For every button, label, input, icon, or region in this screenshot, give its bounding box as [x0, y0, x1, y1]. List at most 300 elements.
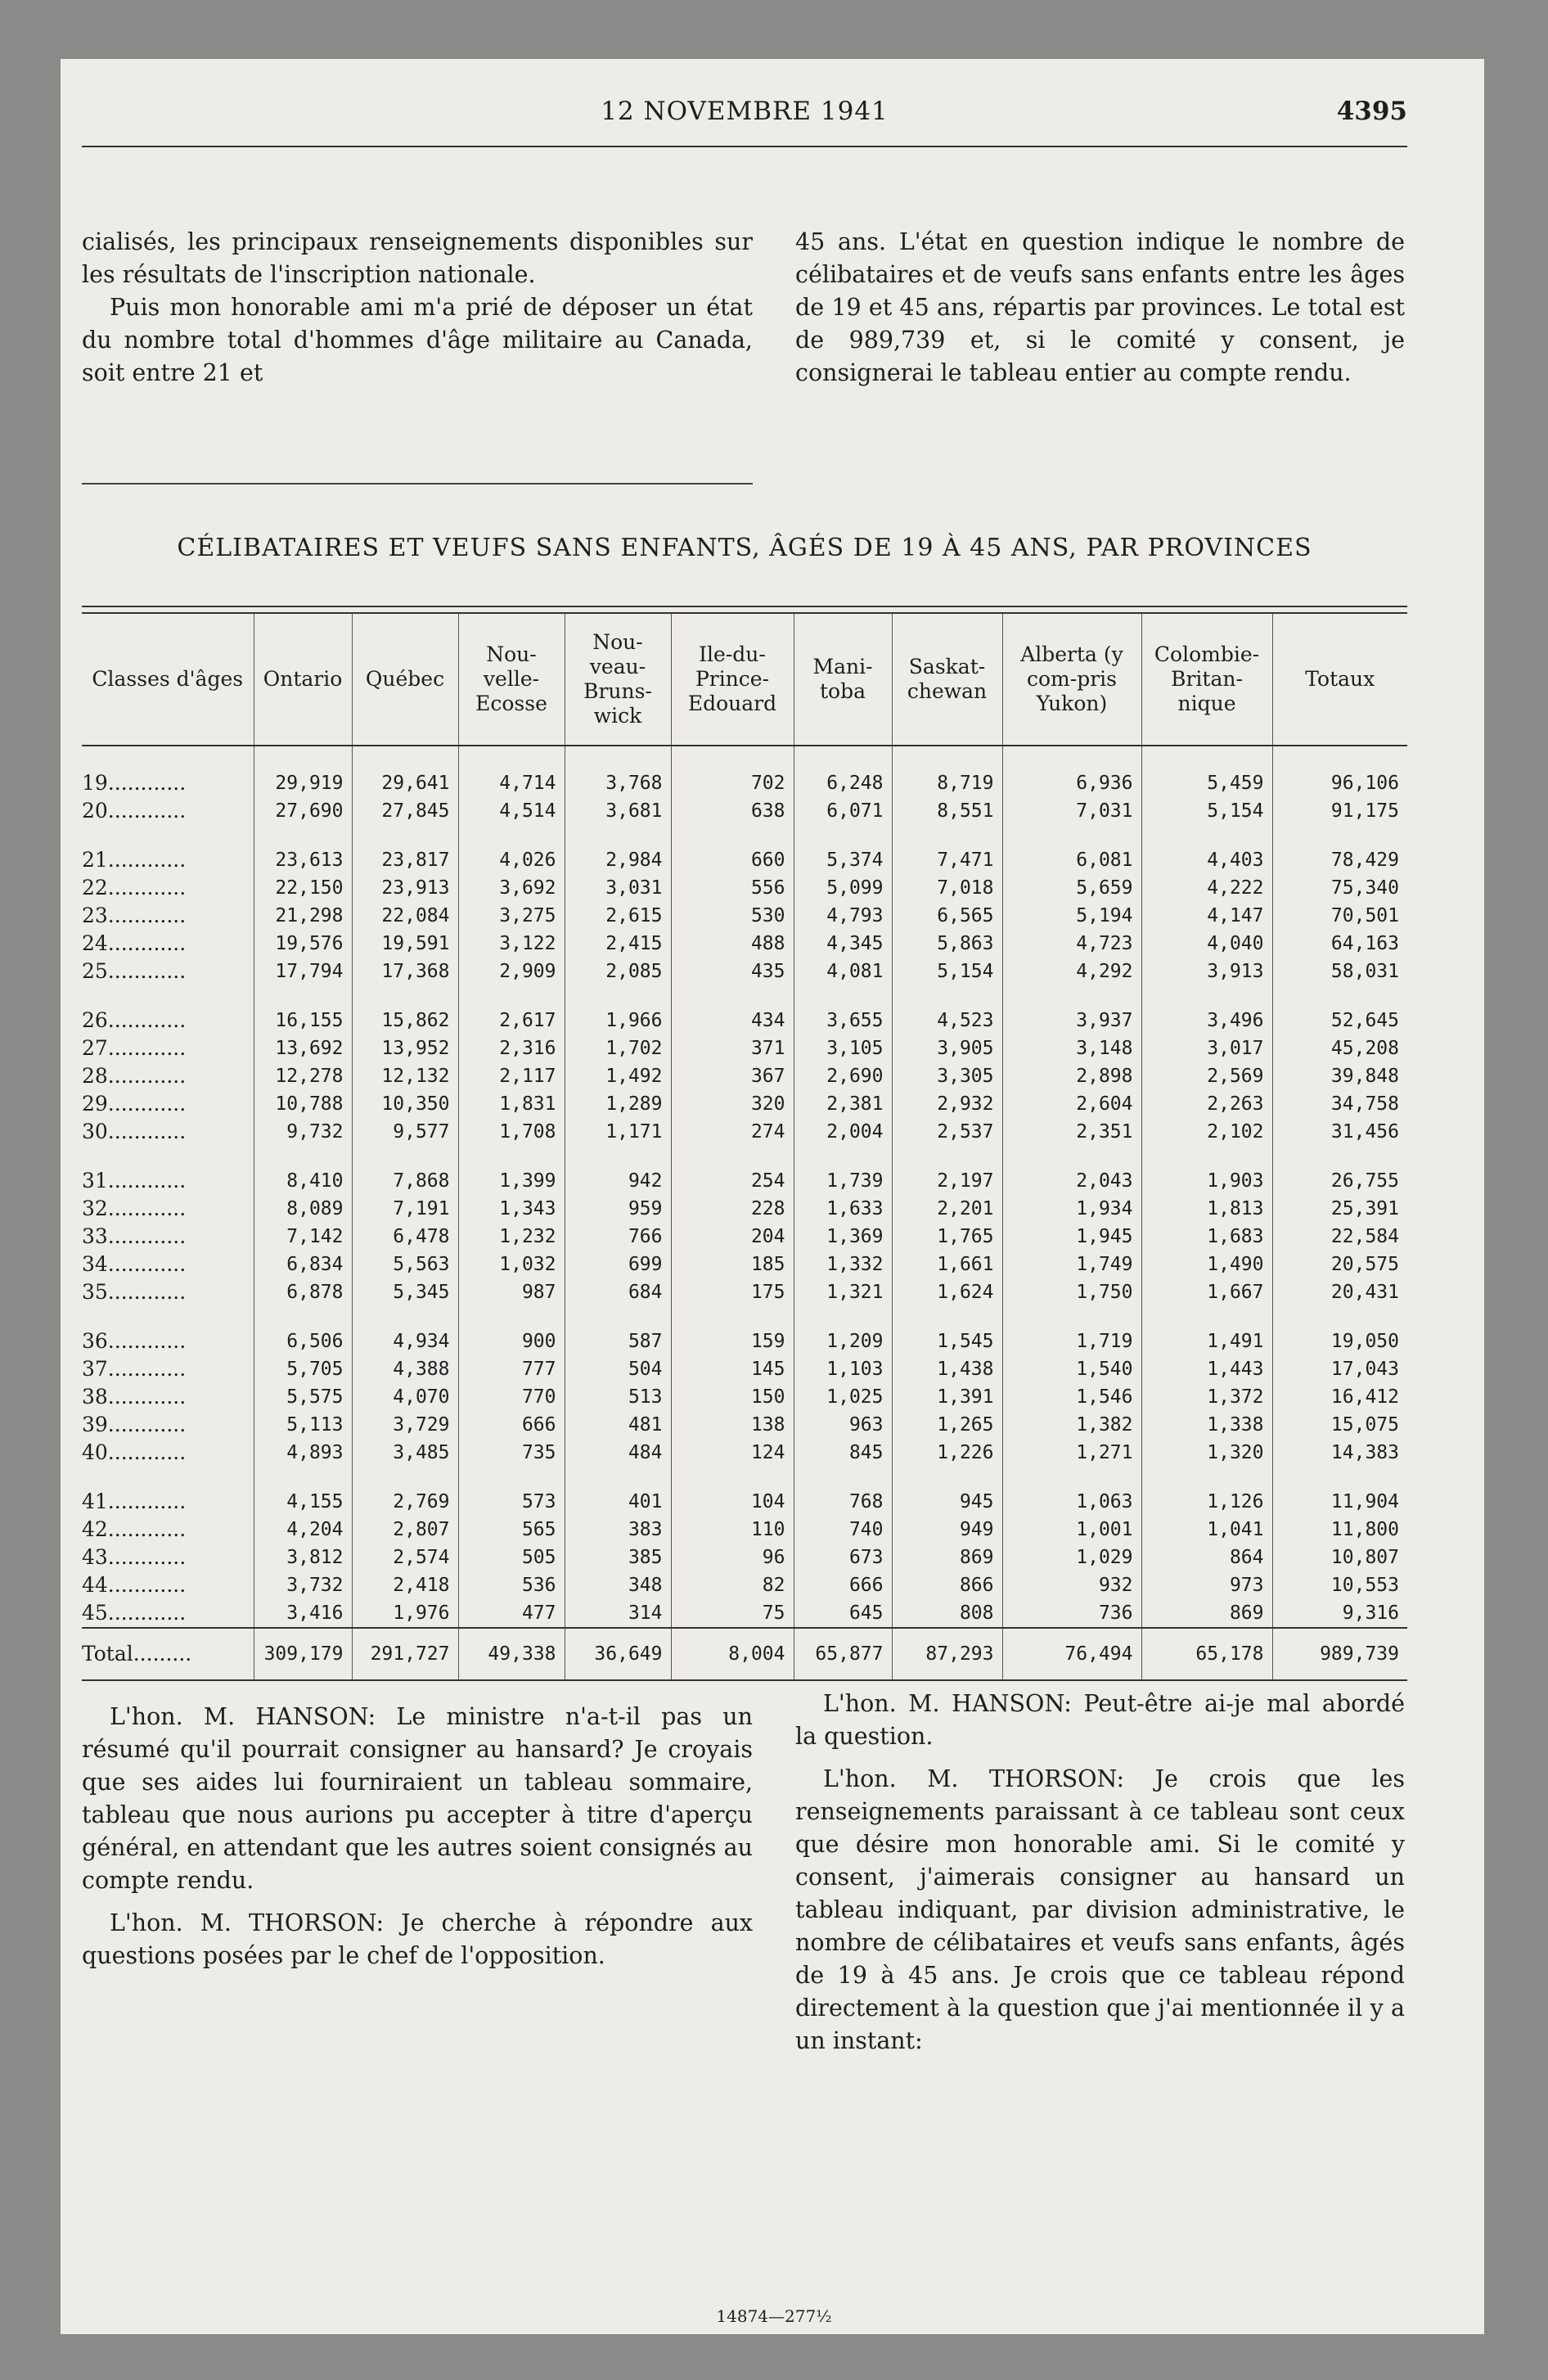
paragraph: L'hon. M. HANSON: Le ministre n'a-t-il pas un résumé qu'il pourrait consigner au hansard? Je croyais que ses aides lui fourniraient un tableau sommaire, tableau que nous aurions pu accepter à titre d'aperçu général, en attendant que les autres soient consignés au compte rendu.	[82, 1703, 753, 1894]
value-cell: 385	[565, 1544, 671, 1571]
value-cell: 11,800	[1272, 1516, 1407, 1544]
value-cell: 1,545	[892, 1327, 1002, 1355]
value-cell: 15,862	[352, 1007, 458, 1034]
value-cell: 254	[671, 1167, 794, 1195]
age-class-cell: 21............	[82, 848, 187, 872]
value-cell: 4,388	[352, 1355, 458, 1383]
paragraph: cialisés, les principaux renseignements disponibles sur les résultats de l'inscription nationale.	[82, 228, 753, 288]
value-cell: 660	[671, 846, 794, 874]
value-cell: 3,275	[458, 902, 565, 930]
total-value-cell: 87,293	[892, 1628, 1002, 1680]
value-cell: 6,071	[794, 797, 892, 825]
total-value-cell: 309,179	[254, 1628, 352, 1680]
age-class-cell: 44............	[82, 1573, 187, 1597]
age-class-cell: 38............	[82, 1385, 187, 1409]
value-cell: 1,126	[1141, 1488, 1272, 1516]
value-cell: 8,089	[254, 1195, 352, 1223]
value-cell: 2,604	[1002, 1090, 1141, 1118]
value-cell: 6,081	[1002, 846, 1141, 874]
group-spacer	[82, 825, 1407, 846]
value-cell: 1,320	[1141, 1439, 1272, 1467]
page-header	[82, 97, 1407, 146]
value-cell: 1,171	[565, 1118, 671, 1146]
value-cell: 1,372	[1141, 1383, 1272, 1411]
value-cell: 274	[671, 1118, 794, 1146]
table-row	[82, 1355, 1407, 1383]
value-cell: 845	[794, 1439, 892, 1467]
value-cell: 10,807	[1272, 1544, 1407, 1571]
value-cell: 3,913	[1141, 958, 1272, 985]
value-cell: 1,903	[1141, 1167, 1272, 1195]
value-cell: 963	[794, 1411, 892, 1439]
table-row	[82, 1090, 1407, 1118]
table-row	[82, 874, 1407, 902]
table-row	[82, 930, 1407, 958]
value-cell: 8,551	[892, 797, 1002, 825]
value-cell: 645	[794, 1599, 892, 1628]
age-class-cell: 34............	[82, 1252, 187, 1276]
value-cell: 2,807	[352, 1516, 458, 1544]
value-cell: 4,026	[458, 846, 565, 874]
value-cell: 481	[565, 1411, 671, 1439]
value-cell: 7,471	[892, 846, 1002, 874]
value-cell: 2,263	[1141, 1090, 1272, 1118]
value-cell: 684	[565, 1278, 671, 1306]
value-cell: 587	[565, 1327, 671, 1355]
age-class-cell: 22............	[82, 876, 187, 899]
value-cell: 735	[458, 1439, 565, 1467]
value-cell: 52,645	[1272, 1007, 1407, 1034]
age-class-cell: 20............	[82, 799, 187, 823]
value-cell: 9,732	[254, 1118, 352, 1146]
value-cell: 866	[892, 1571, 1002, 1599]
value-cell: 1,749	[1002, 1251, 1141, 1278]
value-cell: 91,175	[1272, 797, 1407, 825]
table-title: CÉLIBATAIRES ET VEUFS SANS ENFANTS, ÂGÉS DE 19 À 45 ANS, PAR PROVINCES	[177, 534, 1312, 562]
table-row	[82, 1544, 1407, 1571]
value-cell: 20,431	[1272, 1278, 1407, 1306]
value-cell: 6,878	[254, 1278, 352, 1306]
table-row	[82, 1278, 1407, 1306]
value-cell: 1,708	[458, 1118, 565, 1146]
value-cell: 1,813	[1141, 1195, 1272, 1223]
value-cell: 1,492	[565, 1062, 671, 1090]
paragraph: L'hon. M. HANSON: Peut-être ai-je mal abordé la question.	[795, 1690, 1405, 1750]
value-cell: 2,909	[458, 958, 565, 985]
age-class-cell: 43............	[82, 1545, 187, 1569]
group-spacer	[82, 1306, 1407, 1327]
value-cell: 673	[794, 1544, 892, 1571]
value-cell: 70,501	[1272, 902, 1407, 930]
value-cell: 10,788	[254, 1090, 352, 1118]
value-cell: 159	[671, 1327, 794, 1355]
value-cell: 3,496	[1141, 1007, 1272, 1034]
age-class-cell: 25............	[82, 959, 187, 983]
value-cell: 7,142	[254, 1223, 352, 1251]
value-cell: 2,117	[458, 1062, 565, 1090]
value-cell: 505	[458, 1544, 565, 1571]
table-row	[82, 1118, 1407, 1146]
age-class-cell: 39............	[82, 1413, 187, 1436]
value-cell: 556	[671, 874, 794, 902]
value-cell: 6,936	[1002, 746, 1141, 797]
value-cell: 477	[458, 1599, 565, 1628]
value-cell: 4,147	[1141, 902, 1272, 930]
value-cell: 2,932	[892, 1090, 1002, 1118]
value-cell: 1,209	[794, 1327, 892, 1355]
value-cell: 1,029	[1002, 1544, 1141, 1571]
table-row	[82, 1034, 1407, 1062]
table-row	[82, 1439, 1407, 1467]
table-row	[82, 958, 1407, 985]
value-cell: 5,659	[1002, 874, 1141, 902]
value-cell: 699	[565, 1251, 671, 1278]
value-cell: 1,343	[458, 1195, 565, 1223]
value-cell: 1,232	[458, 1223, 565, 1251]
statistics-table	[82, 614, 1407, 1681]
value-cell: 1,103	[794, 1355, 892, 1383]
value-cell: 12,278	[254, 1062, 352, 1090]
value-cell: 16,412	[1272, 1383, 1407, 1411]
table-row	[82, 1383, 1407, 1411]
value-cell: 869	[892, 1544, 1002, 1571]
value-cell: 768	[794, 1488, 892, 1516]
value-cell: 13,692	[254, 1034, 352, 1062]
value-cell: 1,546	[1002, 1383, 1141, 1411]
value-cell: 383	[565, 1516, 671, 1544]
value-cell: 638	[671, 797, 794, 825]
value-cell: 5,154	[892, 958, 1002, 985]
value-cell: 1,831	[458, 1090, 565, 1118]
group-spacer	[82, 1146, 1407, 1167]
paragraph: Puis mon honorable ami m'a prié de déposer un état du nombre total d'hommes d'âge militaire au Canada, soit entre 21 et	[82, 294, 753, 386]
value-cell: 1,265	[892, 1411, 1002, 1439]
value-cell: 3,148	[1002, 1034, 1141, 1062]
value-cell: 5,459	[1141, 746, 1272, 797]
column-header: Nou-velle-Ecosse	[458, 614, 565, 746]
value-cell: 702	[671, 746, 794, 797]
value-cell: 1,391	[892, 1383, 1002, 1411]
age-class-cell: 26............	[82, 1008, 187, 1032]
age-class-cell: 37............	[82, 1357, 187, 1381]
value-cell: 27,690	[254, 797, 352, 825]
value-cell: 4,081	[794, 958, 892, 985]
value-cell: 2,769	[352, 1488, 458, 1516]
value-cell: 2,615	[565, 902, 671, 930]
paragraph: 45 ans. L'état en question indique le nombre de célibataires et de veufs sans enfants entre les âges de 19 et 45 ans, répartis par provinces. Le total est de 989,739 et, si le comité y consent, je consignerai le tableau entier au compte rendu.	[795, 228, 1405, 386]
value-cell: 434	[671, 1007, 794, 1034]
value-cell: 20,575	[1272, 1251, 1407, 1278]
value-cell: 6,834	[254, 1251, 352, 1278]
column-header: Mani-toba	[794, 614, 892, 746]
value-cell: 11,904	[1272, 1488, 1407, 1516]
value-cell: 1,001	[1002, 1516, 1141, 1544]
value-cell: 3,732	[254, 1571, 352, 1599]
value-cell: 973	[1141, 1571, 1272, 1599]
age-class-cell: 32............	[82, 1197, 187, 1220]
value-cell: 740	[794, 1516, 892, 1544]
value-cell: 17,043	[1272, 1355, 1407, 1383]
group-spacer	[82, 985, 1407, 1007]
table-double-rule	[82, 606, 1407, 614]
value-cell: 1,661	[892, 1251, 1002, 1278]
value-cell: 2,197	[892, 1167, 1002, 1195]
table-row	[82, 746, 1407, 797]
total-value-cell: 65,178	[1141, 1628, 1272, 1680]
column-header: Classes d'âges	[82, 614, 254, 746]
header-date: 12 NOVEMBRE 1941	[601, 97, 889, 126]
total-label-cell: Total.........	[82, 1628, 254, 1680]
value-cell: 987	[458, 1278, 565, 1306]
bottom-right-column	[795, 1688, 1405, 2058]
value-cell: 10,553	[1272, 1571, 1407, 1599]
value-cell: 110	[671, 1516, 794, 1544]
value-cell: 13,952	[352, 1034, 458, 1062]
value-cell: 314	[565, 1599, 671, 1628]
value-cell: 869	[1141, 1599, 1272, 1628]
value-cell: 4,222	[1141, 874, 1272, 902]
column-header: Saskat-chewan	[892, 614, 1002, 746]
value-cell: 23,613	[254, 846, 352, 874]
value-cell: 4,403	[1141, 846, 1272, 874]
age-class-cell: 41............	[82, 1490, 187, 1513]
value-cell: 2,537	[892, 1118, 1002, 1146]
value-cell: 45,208	[1272, 1034, 1407, 1062]
value-cell: 21,298	[254, 902, 352, 930]
age-class-cell: 36............	[82, 1329, 187, 1353]
value-cell: 16,155	[254, 1007, 352, 1034]
age-class-cell: 33............	[82, 1224, 187, 1248]
value-cell: 1,438	[892, 1355, 1002, 1383]
value-cell: 25,391	[1272, 1195, 1407, 1223]
group-spacer	[82, 1467, 1407, 1488]
value-cell: 371	[671, 1034, 794, 1062]
age-class-cell: 42............	[82, 1517, 187, 1541]
value-cell: 39,848	[1272, 1062, 1407, 1090]
value-cell: 3,105	[794, 1034, 892, 1062]
value-cell: 7,031	[1002, 797, 1141, 825]
value-cell: 204	[671, 1223, 794, 1251]
age-class-cell: 40............	[82, 1440, 187, 1464]
total-value-cell: 76,494	[1002, 1628, 1141, 1680]
value-cell: 7,191	[352, 1195, 458, 1223]
value-cell: 6,478	[352, 1223, 458, 1251]
value-cell: 942	[565, 1167, 671, 1195]
table-header-row	[82, 614, 1407, 746]
value-cell: 435	[671, 958, 794, 985]
value-cell: 17,794	[254, 958, 352, 985]
age-class-cell: 35............	[82, 1280, 187, 1304]
value-cell: 8,410	[254, 1167, 352, 1195]
value-cell: 1,332	[794, 1251, 892, 1278]
total-row	[82, 1628, 1407, 1680]
table-row	[82, 1327, 1407, 1355]
value-cell: 2,004	[794, 1118, 892, 1146]
table-row	[82, 1571, 1407, 1599]
value-cell: 1,321	[794, 1278, 892, 1306]
value-cell: 12,132	[352, 1062, 458, 1090]
table-row	[82, 1411, 1407, 1439]
age-class-cell: 45............	[82, 1601, 187, 1625]
value-cell: 5,563	[352, 1251, 458, 1278]
value-cell: 19,050	[1272, 1327, 1407, 1355]
column-header: Alberta (y com-pris Yukon)	[1002, 614, 1141, 746]
value-cell: 82	[671, 1571, 794, 1599]
value-cell: 1,226	[892, 1439, 1002, 1467]
value-cell: 26,755	[1272, 1167, 1407, 1195]
value-cell: 2,569	[1141, 1062, 1272, 1090]
value-cell: 2,102	[1141, 1118, 1272, 1146]
value-cell: 9,577	[352, 1118, 458, 1146]
value-cell: 2,574	[352, 1544, 458, 1571]
value-cell: 5,194	[1002, 902, 1141, 930]
value-cell: 1,934	[1002, 1195, 1141, 1223]
value-cell: 4,155	[254, 1488, 352, 1516]
column-header: Colombie-Britan-nique	[1141, 614, 1272, 746]
value-cell: 4,514	[458, 797, 565, 825]
statistics-table-container	[82, 606, 1407, 1681]
value-cell: 6,506	[254, 1327, 352, 1355]
value-cell: 513	[565, 1383, 671, 1411]
value-cell: 4,934	[352, 1327, 458, 1355]
value-cell: 3,937	[1002, 1007, 1141, 1034]
age-class-cell: 19............	[82, 771, 187, 795]
value-cell: 1,063	[1002, 1488, 1141, 1516]
value-cell: 945	[892, 1488, 1002, 1516]
value-cell: 31,456	[1272, 1118, 1407, 1146]
value-cell: 5,099	[794, 874, 892, 902]
value-cell: 1,702	[565, 1034, 671, 1062]
value-cell: 4,070	[352, 1383, 458, 1411]
value-cell: 2,043	[1002, 1167, 1141, 1195]
value-cell: 1,369	[794, 1223, 892, 1251]
total-value-cell: 291,727	[352, 1628, 458, 1680]
value-cell: 5,374	[794, 846, 892, 874]
value-cell: 19,591	[352, 930, 458, 958]
value-cell: 1,750	[1002, 1278, 1141, 1306]
table-row	[82, 1223, 1407, 1251]
value-cell: 766	[565, 1223, 671, 1251]
value-cell: 320	[671, 1090, 794, 1118]
value-cell: 22,150	[254, 874, 352, 902]
age-class-cell: 28............	[82, 1064, 187, 1088]
value-cell: 3,305	[892, 1062, 1002, 1090]
value-cell: 104	[671, 1488, 794, 1516]
value-cell: 185	[671, 1251, 794, 1278]
value-cell: 7,018	[892, 874, 1002, 902]
value-cell: 666	[458, 1411, 565, 1439]
table-row	[82, 902, 1407, 930]
column-end-rule	[82, 483, 753, 485]
value-cell: 8,719	[892, 746, 1002, 797]
value-cell: 770	[458, 1383, 565, 1411]
column-header: Ile-du-Prince-Edouard	[671, 614, 794, 746]
value-cell: 22,084	[352, 902, 458, 930]
table-row	[82, 1488, 1407, 1516]
value-cell: 3,812	[254, 1544, 352, 1571]
value-cell: 530	[671, 902, 794, 930]
value-cell: 4,292	[1002, 958, 1141, 985]
value-cell: 2,381	[794, 1090, 892, 1118]
value-cell: 4,893	[254, 1439, 352, 1467]
value-cell: 949	[892, 1516, 1002, 1544]
value-cell: 15,075	[1272, 1411, 1407, 1439]
value-cell: 96	[671, 1544, 794, 1571]
value-cell: 1,338	[1141, 1411, 1272, 1439]
table-row	[82, 846, 1407, 874]
value-cell: 1,399	[458, 1167, 565, 1195]
value-cell: 6,565	[892, 902, 1002, 930]
value-cell: 900	[458, 1327, 565, 1355]
table-row	[82, 797, 1407, 825]
value-cell: 367	[671, 1062, 794, 1090]
table-row	[82, 1195, 1407, 1223]
value-cell: 2,418	[352, 1571, 458, 1599]
value-cell: 2,690	[794, 1062, 892, 1090]
value-cell: 9,316	[1272, 1599, 1407, 1628]
value-cell: 64,163	[1272, 930, 1407, 958]
value-cell: 10,350	[352, 1090, 458, 1118]
value-cell: 5,863	[892, 930, 1002, 958]
value-cell: 3,905	[892, 1034, 1002, 1062]
table-row	[82, 1516, 1407, 1544]
value-cell: 75	[671, 1599, 794, 1628]
value-cell: 3,017	[1141, 1034, 1272, 1062]
value-cell: 3,681	[565, 797, 671, 825]
value-cell: 1,976	[352, 1599, 458, 1628]
table-row	[82, 1599, 1407, 1628]
value-cell: 565	[458, 1516, 565, 1544]
value-cell: 1,490	[1141, 1251, 1272, 1278]
column-header: Québec	[352, 614, 458, 746]
value-cell: 78,429	[1272, 846, 1407, 874]
total-value-cell: 49,338	[458, 1628, 565, 1680]
value-cell: 3,655	[794, 1007, 892, 1034]
value-cell: 2,316	[458, 1034, 565, 1062]
value-cell: 7,868	[352, 1167, 458, 1195]
total-value-cell: 989,739	[1272, 1628, 1407, 1680]
value-cell: 1,443	[1141, 1355, 1272, 1383]
value-cell: 504	[565, 1355, 671, 1383]
value-cell: 2,201	[892, 1195, 1002, 1223]
age-class-cell: 30............	[82, 1120, 187, 1143]
value-cell: 1,025	[794, 1383, 892, 1411]
value-cell: 1,289	[565, 1090, 671, 1118]
value-cell: 3,768	[565, 746, 671, 797]
age-class-cell: 31............	[82, 1169, 187, 1192]
age-class-cell: 24............	[82, 931, 187, 955]
value-cell: 536	[458, 1571, 565, 1599]
paragraph: L'hon. M. THORSON: Je cherche à répondre aux questions posées par le chef de l'opposition.	[82, 1909, 753, 1969]
value-cell: 1,966	[565, 1007, 671, 1034]
value-cell: 1,765	[892, 1223, 1002, 1251]
value-cell: 4,723	[1002, 930, 1141, 958]
value-cell: 1,683	[1141, 1223, 1272, 1251]
value-cell: 2,984	[565, 846, 671, 874]
value-cell: 4,714	[458, 746, 565, 797]
value-cell: 3,031	[565, 874, 671, 902]
value-cell: 6,248	[794, 746, 892, 797]
total-value-cell: 36,649	[565, 1628, 671, 1680]
value-cell: 2,085	[565, 958, 671, 985]
value-cell: 23,817	[352, 846, 458, 874]
value-cell: 5,113	[254, 1411, 352, 1439]
value-cell: 5,575	[254, 1383, 352, 1411]
value-cell: 1,271	[1002, 1439, 1141, 1467]
value-cell: 228	[671, 1195, 794, 1223]
value-cell: 1,945	[1002, 1223, 1141, 1251]
value-cell: 96,106	[1272, 746, 1407, 797]
